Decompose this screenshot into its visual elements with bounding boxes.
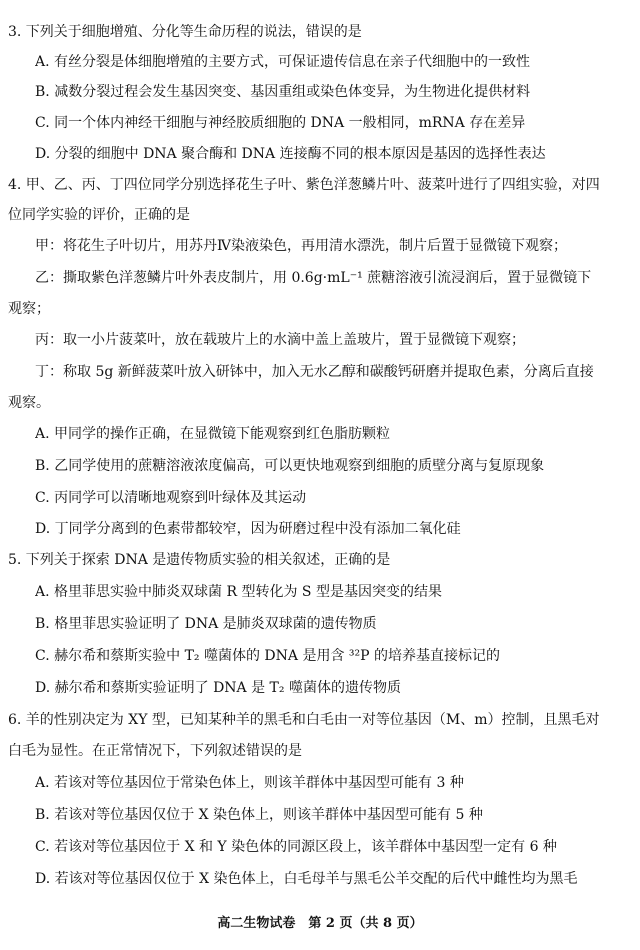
q6-option-c: C. 若该对等位基因位于 X 和 Y 染色体的同源区段上，该羊群体中基因型一定有 6 种 — [35, 839, 557, 855]
q6-stem-line1: 6. 羊的性别决定为 XY 型，已知某种羊的黑毛和白毛由一对等位基因（M、m）控制，且黑毛对 — [8, 712, 600, 728]
q4-student-bing: 丙：取一小片菠菜叶，放在载玻片上的水滴中盖上盖玻片，置于显微镜下观察； — [35, 332, 525, 348]
q6-option-a: A. 若该对等位基因位于常染色体上，则该羊群体中基因型可能有 3 种 — [35, 775, 464, 791]
q3-stem: 3. 下列关于细胞增殖、分化等生命历程的说法，错误的是 — [8, 24, 362, 40]
q4-option-d: D. 丁同学分离到的色素带都较窄，因为研磨过程中没有添加二氧化硅 — [35, 521, 461, 537]
q4-student-yi-line1: 乙：撕取紫色洋葱鳞片叶外表皮制片，用 0.6g·mL⁻¹ 蔗糖溶液引流浸润后，置于显微镜下 — [35, 270, 592, 286]
q5-option-b: B. 格里菲思实验证明了 DNA 是肺炎双球菌的遗传物质 — [35, 616, 377, 632]
q4-option-a: A. 甲同学的操作正确，在显微镜下能观察到红色脂肪颗粒 — [35, 426, 391, 442]
q6-option-b: B. 若该对等位基因仅位于 X 染色体上，则该羊群体中基因型可能有 5 种 — [35, 807, 483, 823]
q3-option-c: C. 同一个体内神经干细胞与神经胶质细胞的 DNA 一般相同，mRNA 存在差异 — [35, 115, 526, 131]
page-footer: 高二生物试卷 第 2 页（共 8 页） — [217, 916, 423, 931]
q4-stem-line1: 4. 甲、乙、丙、丁四位同学分别选择花生子叶、紫色洋葱鳞片叶、菠菜叶进行了四组实验，对四 — [8, 177, 600, 193]
q5-option-c: C. 赫尔希和蔡斯实验中 T₂ 噬菌体的 DNA 是用含 ³²P 的培养基直接标记的 — [35, 648, 500, 664]
q4-student-yi-line2: 观察； — [8, 301, 50, 317]
q5-option-d: D. 赫尔希和蔡斯实验证明了 DNA 是 T₂ 噬菌体的遗传物质 — [35, 680, 401, 696]
q4-student-ding-line2: 观察。 — [8, 395, 50, 411]
q3-option-d: D. 分裂的细胞中 DNA 聚合酶和 DNA 连接酶不同的根本原因是基因的选择性表达 — [35, 146, 546, 162]
q4-student-ding-line1: 丁：称取 5g 新鲜菠菜叶放入研钵中，加入无水乙醇和碳酸钙研磨并提取色素，分离后直接 — [35, 364, 594, 380]
q6-stem-line2: 白毛为显性。在正常情况下，下列叙述错误的是 — [8, 743, 302, 759]
q5-option-a: A. 格里菲思实验中肺炎双球菌 R 型转化为 S 型是基因突变的结果 — [35, 584, 442, 600]
q4-option-c: C. 丙同学可以清晰地观察到叶绿体及其运动 — [35, 490, 307, 506]
q4-student-jia: 甲：将花生子叶切片，用苏丹Ⅳ染液染色，再用清水漂洗，制片后置于显微镜下观察； — [35, 238, 567, 254]
q4-stem-line2: 位同学实验的评价，正确的是 — [8, 207, 190, 223]
q4-option-b: B. 乙同学使用的蔗糖溶液浓度偏高，可以更快地观察到细胞的质壁分离与复原现象 — [35, 458, 545, 474]
q5-stem: 5. 下列关于探索 DNA 是遗传物质实验的相关叙述，正确的是 — [8, 552, 391, 568]
q6-option-d: D. 若该对等位基因仅位于 X 染色体上，白毛母羊与黑毛公羊交配的后代中雌性均为黑毛 — [35, 871, 578, 887]
q3-option-a: A. 有丝分裂是体细胞增殖的主要方式，可保证遗传信息在亲子代细胞中的一致性 — [35, 54, 531, 70]
q3-option-b: B. 减数分裂过程会发生基因突变、基因重组或染色体变异，为生物进化提供材料 — [35, 84, 531, 100]
